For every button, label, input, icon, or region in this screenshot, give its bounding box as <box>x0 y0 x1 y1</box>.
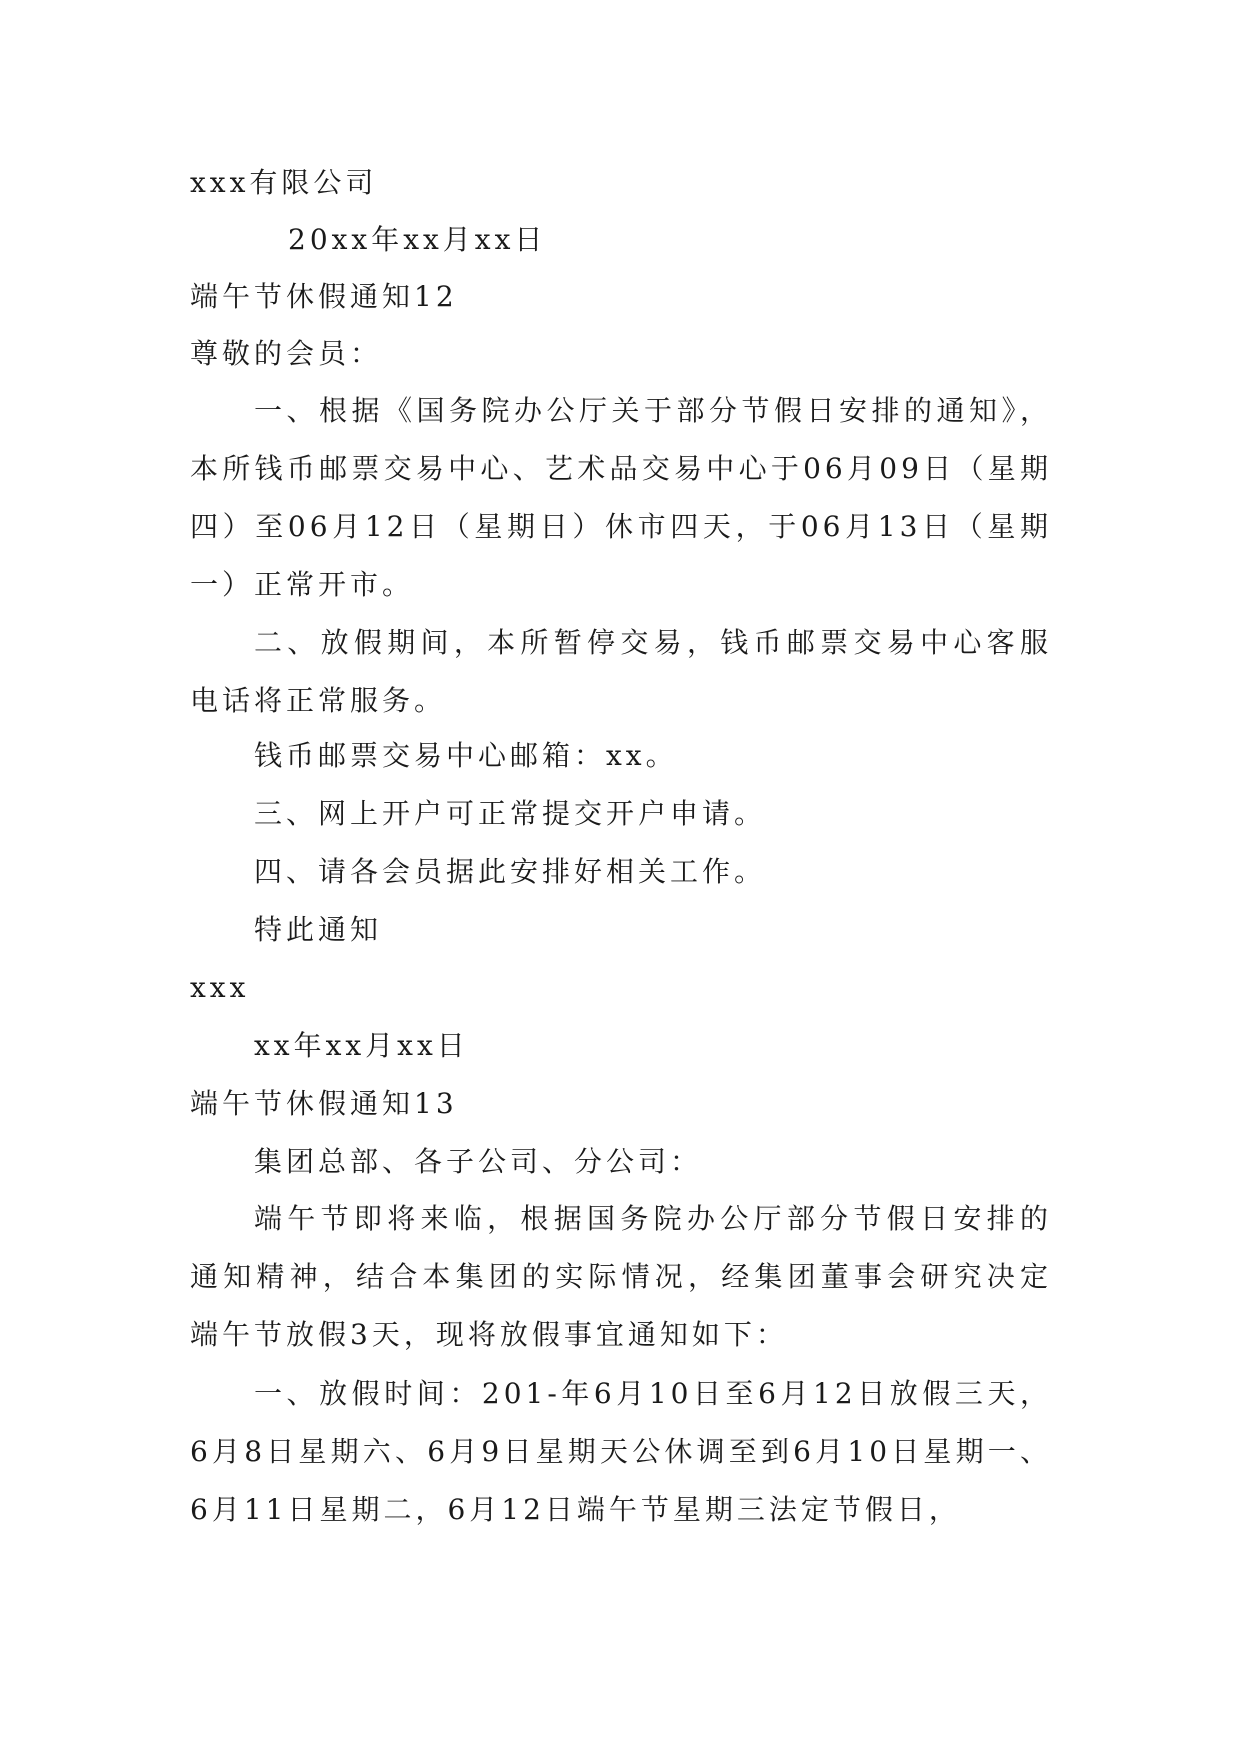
company-name: xxx有限公司 <box>190 166 378 199</box>
signature: xxx <box>190 971 250 1004</box>
email-line: 钱币邮票交易中心邮箱：xx。 <box>254 739 678 772</box>
notice-title-13: 端午节休假通知13 <box>190 1087 458 1120</box>
item-three: 三、网上开户可正常提交开户申请。 <box>254 797 767 830</box>
date-line: 20xx年xx月xx日 <box>288 223 547 256</box>
paragraph-2: 二、放假期间，本所暂停交易，钱币邮票交易中心客服电话将正常服务。 <box>190 626 1052 717</box>
paragraph-3: 端午节即将来临，根据国务院办公厅部分节假日安排的通知精神，结合本集团的实际情况，经集团董事会研究决定端午节放假3天，现将放假事宜通知如下： <box>190 1202 1052 1351</box>
closing-notice: 特此通知 <box>254 913 383 946</box>
salutation: 尊敬的会员： <box>190 337 383 370</box>
notice-title-12: 端午节休假通知12 <box>190 280 458 313</box>
paragraph-1: 一、根据《国务院办公厅关于部分节假日安排的通知》，本所钱币邮票交易中心、艺术品交易中心于06月09日（星期四）至06月12日（星期日）休市四天，于06月13日（星期一）正常开市。 <box>190 394 1052 601</box>
paragraph-4: 一、放假时间：201-年6月10日至6月12日放假三天，6月8日星期六、6月9日星期天公休调至到6月10日星期一、6月11日星期二，6月12日端午节星期三法定节假日， <box>190 1377 1052 1526</box>
date-line-2: xx年xx月xx日 <box>254 1029 469 1062</box>
recipients: 集团总部、各子公司、分公司： <box>254 1145 703 1178</box>
item-four: 四、请各会员据此安排好相关工作。 <box>254 855 767 888</box>
